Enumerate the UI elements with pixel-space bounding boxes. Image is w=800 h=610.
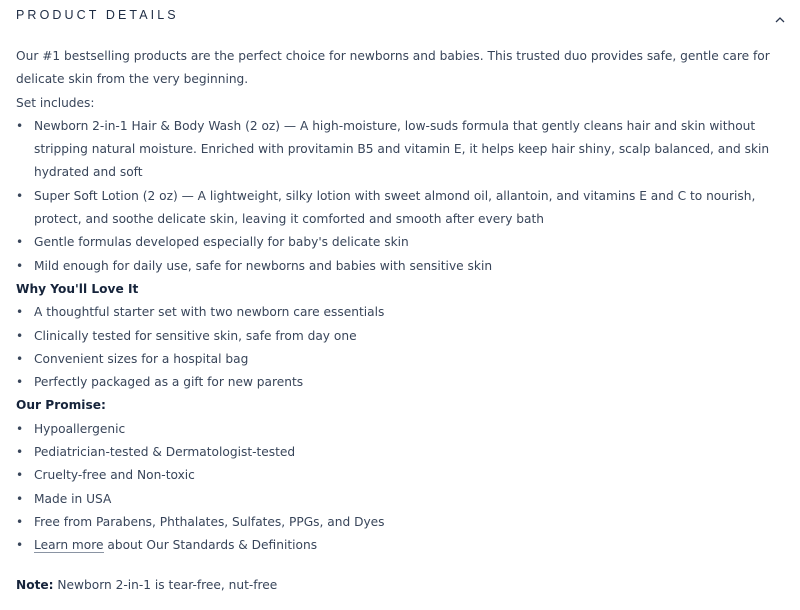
- list-item: • Convenient sizes for a hospital bag: [16, 348, 786, 371]
- learn-more-item: [16, 534, 786, 557]
- promise-heading: Our Promise:: [16, 398, 106, 413]
- note-line: [16, 574, 277, 597]
- list-item: • Newborn 2-in-1 Hair & Body Wash (2 oz) — A high-moisture, low-suds formula that gently cleans hair and skin without stripping natural moisture. Enriched with provitamin B5 and vitamin E, it helps keep hair shiny, scalp balanced, and skin hydrated and soft: [16, 115, 786, 185]
- note-label: Note:: [16, 578, 54, 592]
- set-includes-label: Set includes:: [16, 95, 95, 110]
- learn-more-rest-text: about Our Standards & Definitions: [103, 538, 318, 553]
- list-item: • Pediatrician-tested & Dermatologist-tested: [16, 441, 786, 464]
- list-item: • A thoughtful starter set with two newborn care essentials: [16, 301, 786, 324]
- why-love-list: [16, 301, 786, 394]
- list-item: • Cruelty-free and Non-toxic: [16, 464, 786, 487]
- list-item: • Gentle formulas developed especially for baby's delicate skin: [16, 231, 786, 254]
- list-item: • Perfectly packaged as a gift for new parents: [16, 371, 786, 394]
- promise-list: [16, 418, 786, 558]
- list-item: • Mild enough for daily use, safe for newborns and babies with sensitive skin: [16, 255, 786, 278]
- product-details-accordion-header[interactable]: [16, 7, 788, 25]
- accordion-title: PRODUCT DETAILS: [16, 8, 179, 22]
- list-item: • Made in USA: [16, 488, 786, 511]
- intro-text: Our #1 bestselling products are the perfect choice for newborns and babies. This trusted duo provides safe, gentle care for delicate skin from the very beginning.: [16, 49, 770, 87]
- set-items-list: [16, 115, 786, 278]
- list-item: • Free from Parabens, Phthalates, Sulfates, PPGs, and Dyes: [16, 511, 786, 534]
- learn-more-link[interactable]: Learn more: [34, 538, 104, 553]
- list-item: • Super Soft Lotion (2 oz) — A lightweight, silky lotion with sweet almond oil, allantoin, and vitamins E and C to nourish, protect, and soothe delicate skin, leaving it comforted and smooth after every bath: [16, 185, 786, 232]
- list-item: • Clinically tested for sensitive skin, safe from day one: [16, 325, 786, 348]
- note-text: Newborn 2-in-1 is tear-free, nut-free: [53, 578, 278, 592]
- list-item: • Hypoallergenic: [16, 418, 786, 441]
- product-details-content: [16, 45, 786, 558]
- why-love-heading: Why You'll Love It: [16, 281, 139, 296]
- chevron-up-icon[interactable]: [774, 10, 786, 20]
